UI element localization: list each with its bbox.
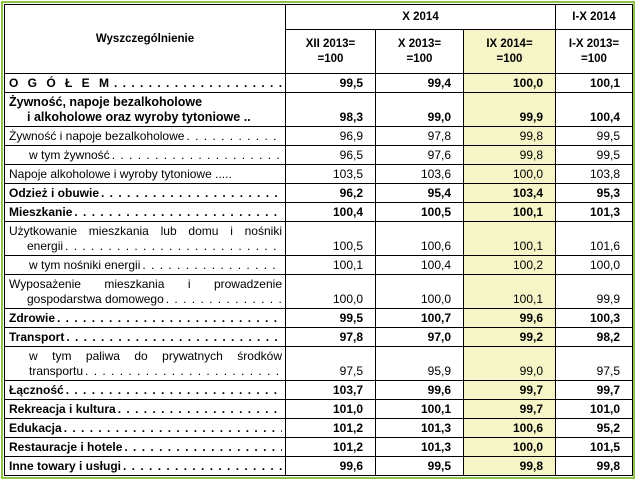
cell-value: 99,9 <box>556 275 633 309</box>
row-label: Zdrowie . . . <box>5 309 286 328</box>
cell-value: 100,1 <box>286 256 376 275</box>
cell-value: 100,4 <box>556 93 633 127</box>
cell-value: 98,2 <box>556 328 633 347</box>
table-row <box>5 328 633 347</box>
cell-value: 99,4 <box>376 74 464 93</box>
cell-value: 97,8 <box>286 328 376 347</box>
header-col-ix2014: IX 2014= =100 <box>464 30 556 74</box>
table-row <box>5 203 633 222</box>
row-label: Żywność, napoje bezalkoholowe i alkoholowe oraz wyroby tytoniowe .. <box>5 93 286 127</box>
row-label: w tym nośniki energii . . . <box>5 256 286 275</box>
table-row <box>5 419 633 438</box>
cell-value: 101,0 <box>286 400 376 419</box>
cell-value: 99,5 <box>376 457 464 476</box>
cell-value: 100,6 <box>464 419 556 438</box>
cell-value: 98,3 <box>286 93 376 127</box>
row-label: Rekreacja i kultura . . . <box>5 400 286 419</box>
cell-value: 99,9 <box>464 93 556 127</box>
cell-value: 99,5 <box>286 309 376 328</box>
row-label: w tym paliwa do prywatnych środków transportu . . . <box>5 347 286 381</box>
cell-value: 99,6 <box>464 309 556 328</box>
table-row <box>5 309 633 328</box>
cell-value: 100,0 <box>376 275 464 309</box>
cell-value: 103,8 <box>556 165 633 184</box>
header-row-label: Wyszczególnienie <box>5 5 286 74</box>
row-label: Napoje alkoholowe i wyroby tytoniowe ..... <box>5 165 286 184</box>
cell-value: 100,6 <box>376 222 464 256</box>
cell-value: 96,5 <box>286 146 376 165</box>
cell-value: 96,2 <box>286 184 376 203</box>
cell-value: 99,7 <box>464 400 556 419</box>
cell-value: 100,1 <box>464 275 556 309</box>
cell-value: 101,6 <box>556 222 633 256</box>
cell-value: 103,6 <box>376 165 464 184</box>
table-row <box>5 400 633 419</box>
header-col-xii2013: XII 2013= =100 <box>286 30 376 74</box>
table-row <box>5 127 633 146</box>
cell-value: 100,0 <box>464 165 556 184</box>
cell-value: 99,5 <box>286 74 376 93</box>
cell-value: 100,7 <box>376 309 464 328</box>
cell-value: 99,8 <box>464 457 556 476</box>
row-label: Użytkowanie mieszkania lub domu i nośniki energii . . . <box>5 222 286 256</box>
row-label: Wyposażenie mieszkania i prowadzenie gospodarstwa domowego . . . <box>5 275 286 309</box>
cell-value: 95,9 <box>376 347 464 381</box>
cell-value: 101,3 <box>376 419 464 438</box>
cell-value: 99,7 <box>464 381 556 400</box>
cell-value: 100,1 <box>464 222 556 256</box>
cell-value: 99,6 <box>376 381 464 400</box>
table-row <box>5 438 633 457</box>
cell-value: 99,8 <box>556 457 633 476</box>
cell-value: 103,4 <box>464 184 556 203</box>
cell-value: 97,8 <box>376 127 464 146</box>
row-label: Żywność i napoje bezalkoholowe . . . <box>5 127 286 146</box>
cell-value: 99,7 <box>556 381 633 400</box>
header-group-ix2014: I-X 2014 <box>556 5 633 30</box>
cell-value: 99,5 <box>556 127 633 146</box>
cell-value: 95,4 <box>376 184 464 203</box>
cell-value: 97,5 <box>556 347 633 381</box>
price-index-table <box>4 4 633 476</box>
cell-value: 99,5 <box>556 146 633 165</box>
cell-value: 100,0 <box>464 74 556 93</box>
cell-value: 101,5 <box>556 438 633 457</box>
cell-value: 100,0 <box>464 438 556 457</box>
cell-value: 100,4 <box>286 203 376 222</box>
row-label: Mieszkanie . . . <box>5 203 286 222</box>
table-row <box>5 275 633 309</box>
cell-value: 97,5 <box>286 347 376 381</box>
cell-value: 99,0 <box>376 93 464 127</box>
cell-value: 99,6 <box>286 457 376 476</box>
cell-value: 100,5 <box>286 222 376 256</box>
cell-value: 100,0 <box>286 275 376 309</box>
row-label: Inne towary i usługi . . . <box>5 457 286 476</box>
row-label: w tym żywność . . . <box>5 146 286 165</box>
cell-value: 100,5 <box>376 203 464 222</box>
table-row <box>5 347 633 381</box>
cell-value: 101,2 <box>286 438 376 457</box>
header-col-i-x2013: I-X 2013= =100 <box>556 30 633 74</box>
cell-value: 101,2 <box>286 419 376 438</box>
cell-value: 99,8 <box>464 127 556 146</box>
table-row <box>5 184 633 203</box>
cell-value: 99,2 <box>464 328 556 347</box>
cell-value: 103,5 <box>286 165 376 184</box>
cell-value: 97,6 <box>376 146 464 165</box>
row-label: Odzież i obuwie . . . <box>5 184 286 203</box>
cell-value: 101,0 <box>556 400 633 419</box>
table-row <box>5 93 633 127</box>
table-row <box>5 457 633 476</box>
cell-value: 101,3 <box>376 438 464 457</box>
cell-value: 100,4 <box>376 256 464 275</box>
row-label: O G Ó Ł E M . . . <box>5 74 286 93</box>
header-col-x2013: X 2013= =100 <box>376 30 464 74</box>
cell-value: 100,2 <box>464 256 556 275</box>
cell-value: 101,3 <box>556 203 633 222</box>
cell-value: 100,0 <box>556 256 633 275</box>
cell-value: 99,0 <box>464 347 556 381</box>
row-label: Restauracje i hotele . . . <box>5 438 286 457</box>
row-label: Edukacja . . . <box>5 419 286 438</box>
cell-value: 95,3 <box>556 184 633 203</box>
cell-value: 97,0 <box>376 328 464 347</box>
table-row <box>5 256 633 275</box>
table-row <box>5 74 633 93</box>
cell-value: 100,1 <box>464 203 556 222</box>
cell-value: 100,1 <box>556 74 633 93</box>
cell-value: 100,3 <box>556 309 633 328</box>
table-row <box>5 146 633 165</box>
table-row <box>5 381 633 400</box>
table-row <box>5 165 633 184</box>
cell-value: 100,1 <box>376 400 464 419</box>
cell-value: 103,7 <box>286 381 376 400</box>
cell-value: 96,9 <box>286 127 376 146</box>
table-row <box>5 222 633 256</box>
row-label: Transport . . . <box>5 328 286 347</box>
header-group-x2014: X 2014 <box>286 5 556 30</box>
row-label: Łączność . . . <box>5 381 286 400</box>
cell-value: 95,2 <box>556 419 633 438</box>
cell-value: 99,8 <box>464 146 556 165</box>
